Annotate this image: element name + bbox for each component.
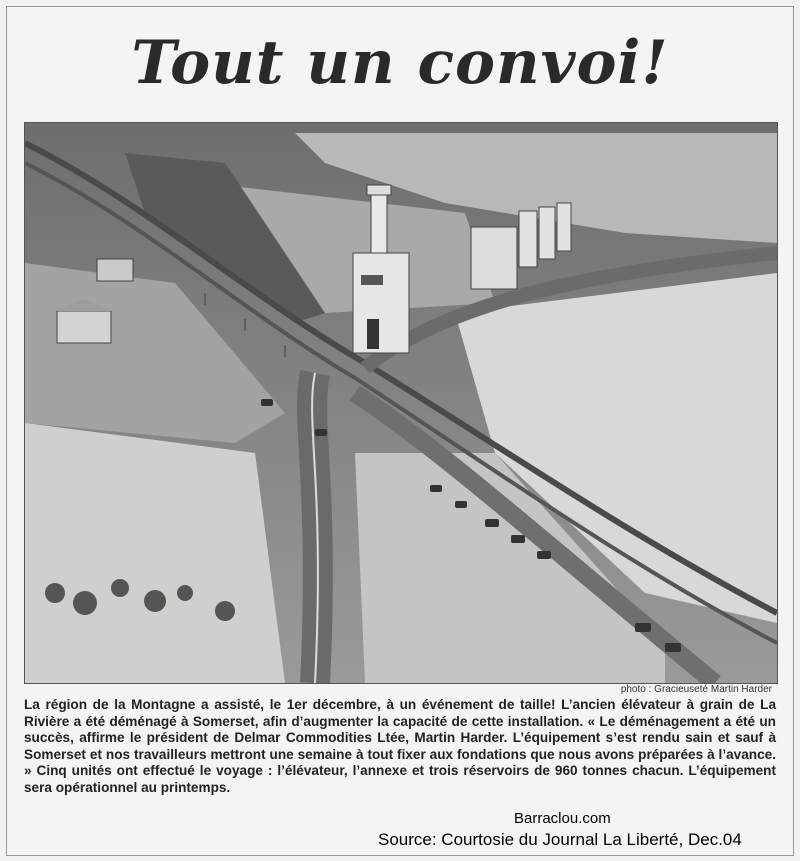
watermark: Barraclou.com xyxy=(514,810,611,827)
headline: Tout un convoi! xyxy=(131,28,669,98)
aerial-photo xyxy=(24,122,778,684)
photo-credit: photo : Gracieuseté Martin Harder xyxy=(620,684,772,695)
caption-text: La région de la Montagne a assisté, le 1er décembre, à un événement de taille! L’ancien élévateur à grain de La Rivière a été déménagé à Somerset, afin d’augmenter la capacité de cette installation. « Le déménagement a été un succès, affirme le président de Delmar Commodities Ltée, Martin Harder. L’équipement s’est rendu sain et sauf à Somerset et nos travailleurs mettront une semaine à tout fixer aux fondations que nous avons préparées à l’avance. » Cinq unités ont effectué le voyage : l’élévateur, l’annexe et trois réservoirs de 960 tonnes chacun. L’équipement sera opérationnel au printemps. xyxy=(24,697,776,795)
source-line: Source: Courtosie du Journal La Liberté, Dec.04 xyxy=(378,830,742,849)
